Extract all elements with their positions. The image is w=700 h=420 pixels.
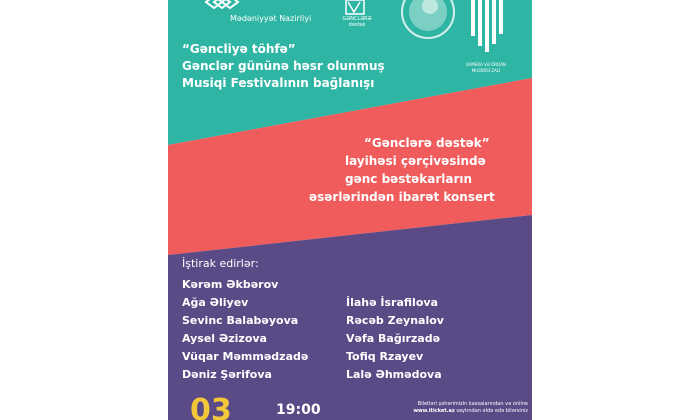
- participant-name: Vəfa Bağırzadə: [346, 332, 441, 345]
- concert-poster: [168, 0, 532, 420]
- participant-name: Kərəm Əkbərov: [182, 278, 279, 291]
- teal-line-3: Musiqi Festivalının bağlanışı: [182, 76, 375, 90]
- teal-line-1: “Gəncliyə töhfə”: [182, 42, 296, 56]
- participants-heading: İştirak edirlər:: [182, 257, 259, 270]
- tickets-site-link[interactable]: www.iticket.az: [413, 408, 455, 414]
- coral-line-1: “Gənclərə dəstək”: [364, 136, 490, 150]
- participant-name: Sevinc Balabəyova: [182, 314, 299, 327]
- teal-line-2: Gənclər gününə həsr olunmuş: [182, 59, 385, 73]
- participant-name: Rəcəb Zeynalov: [346, 314, 444, 327]
- participant-name: Ağa Əliyev: [182, 296, 249, 309]
- participant-name: Dəniz Şərifova: [182, 368, 272, 381]
- organ-hall-label: KAMERA VƏ ORQAN MUSİQİSİ ZALI: [466, 62, 506, 73]
- event-date: 03: [190, 393, 232, 420]
- participant-name: Lalə Əhmədova: [346, 368, 442, 381]
- participant-name: Tofiq Rzayev: [346, 350, 424, 363]
- tickets-info: [390, 401, 528, 415]
- event-time: 19:00: [276, 402, 321, 418]
- participant-name: Aysel Əzizova: [182, 332, 267, 345]
- tickets-note: Biletləri şəhərimizin kassalarından və online: [417, 401, 528, 407]
- ministry-label: Mədəniyyət Nazirliyi: [230, 14, 312, 23]
- gencler-deste-label: GƏNCLƏRƏ dəstək: [342, 16, 372, 28]
- participant-name: İlahə İsrafilova: [346, 296, 438, 309]
- participant-name: Vüqar Məmmədzadə: [182, 350, 309, 363]
- coral-line-2: layihəsi çərçivəsində: [345, 154, 486, 168]
- tickets-rest: saytından əldə edə bilərsiniz: [456, 408, 528, 414]
- coral-line-4: əsərlərindən ibarət konsert: [309, 190, 495, 204]
- coral-line-3: gənc bəstəkarların: [345, 172, 473, 186]
